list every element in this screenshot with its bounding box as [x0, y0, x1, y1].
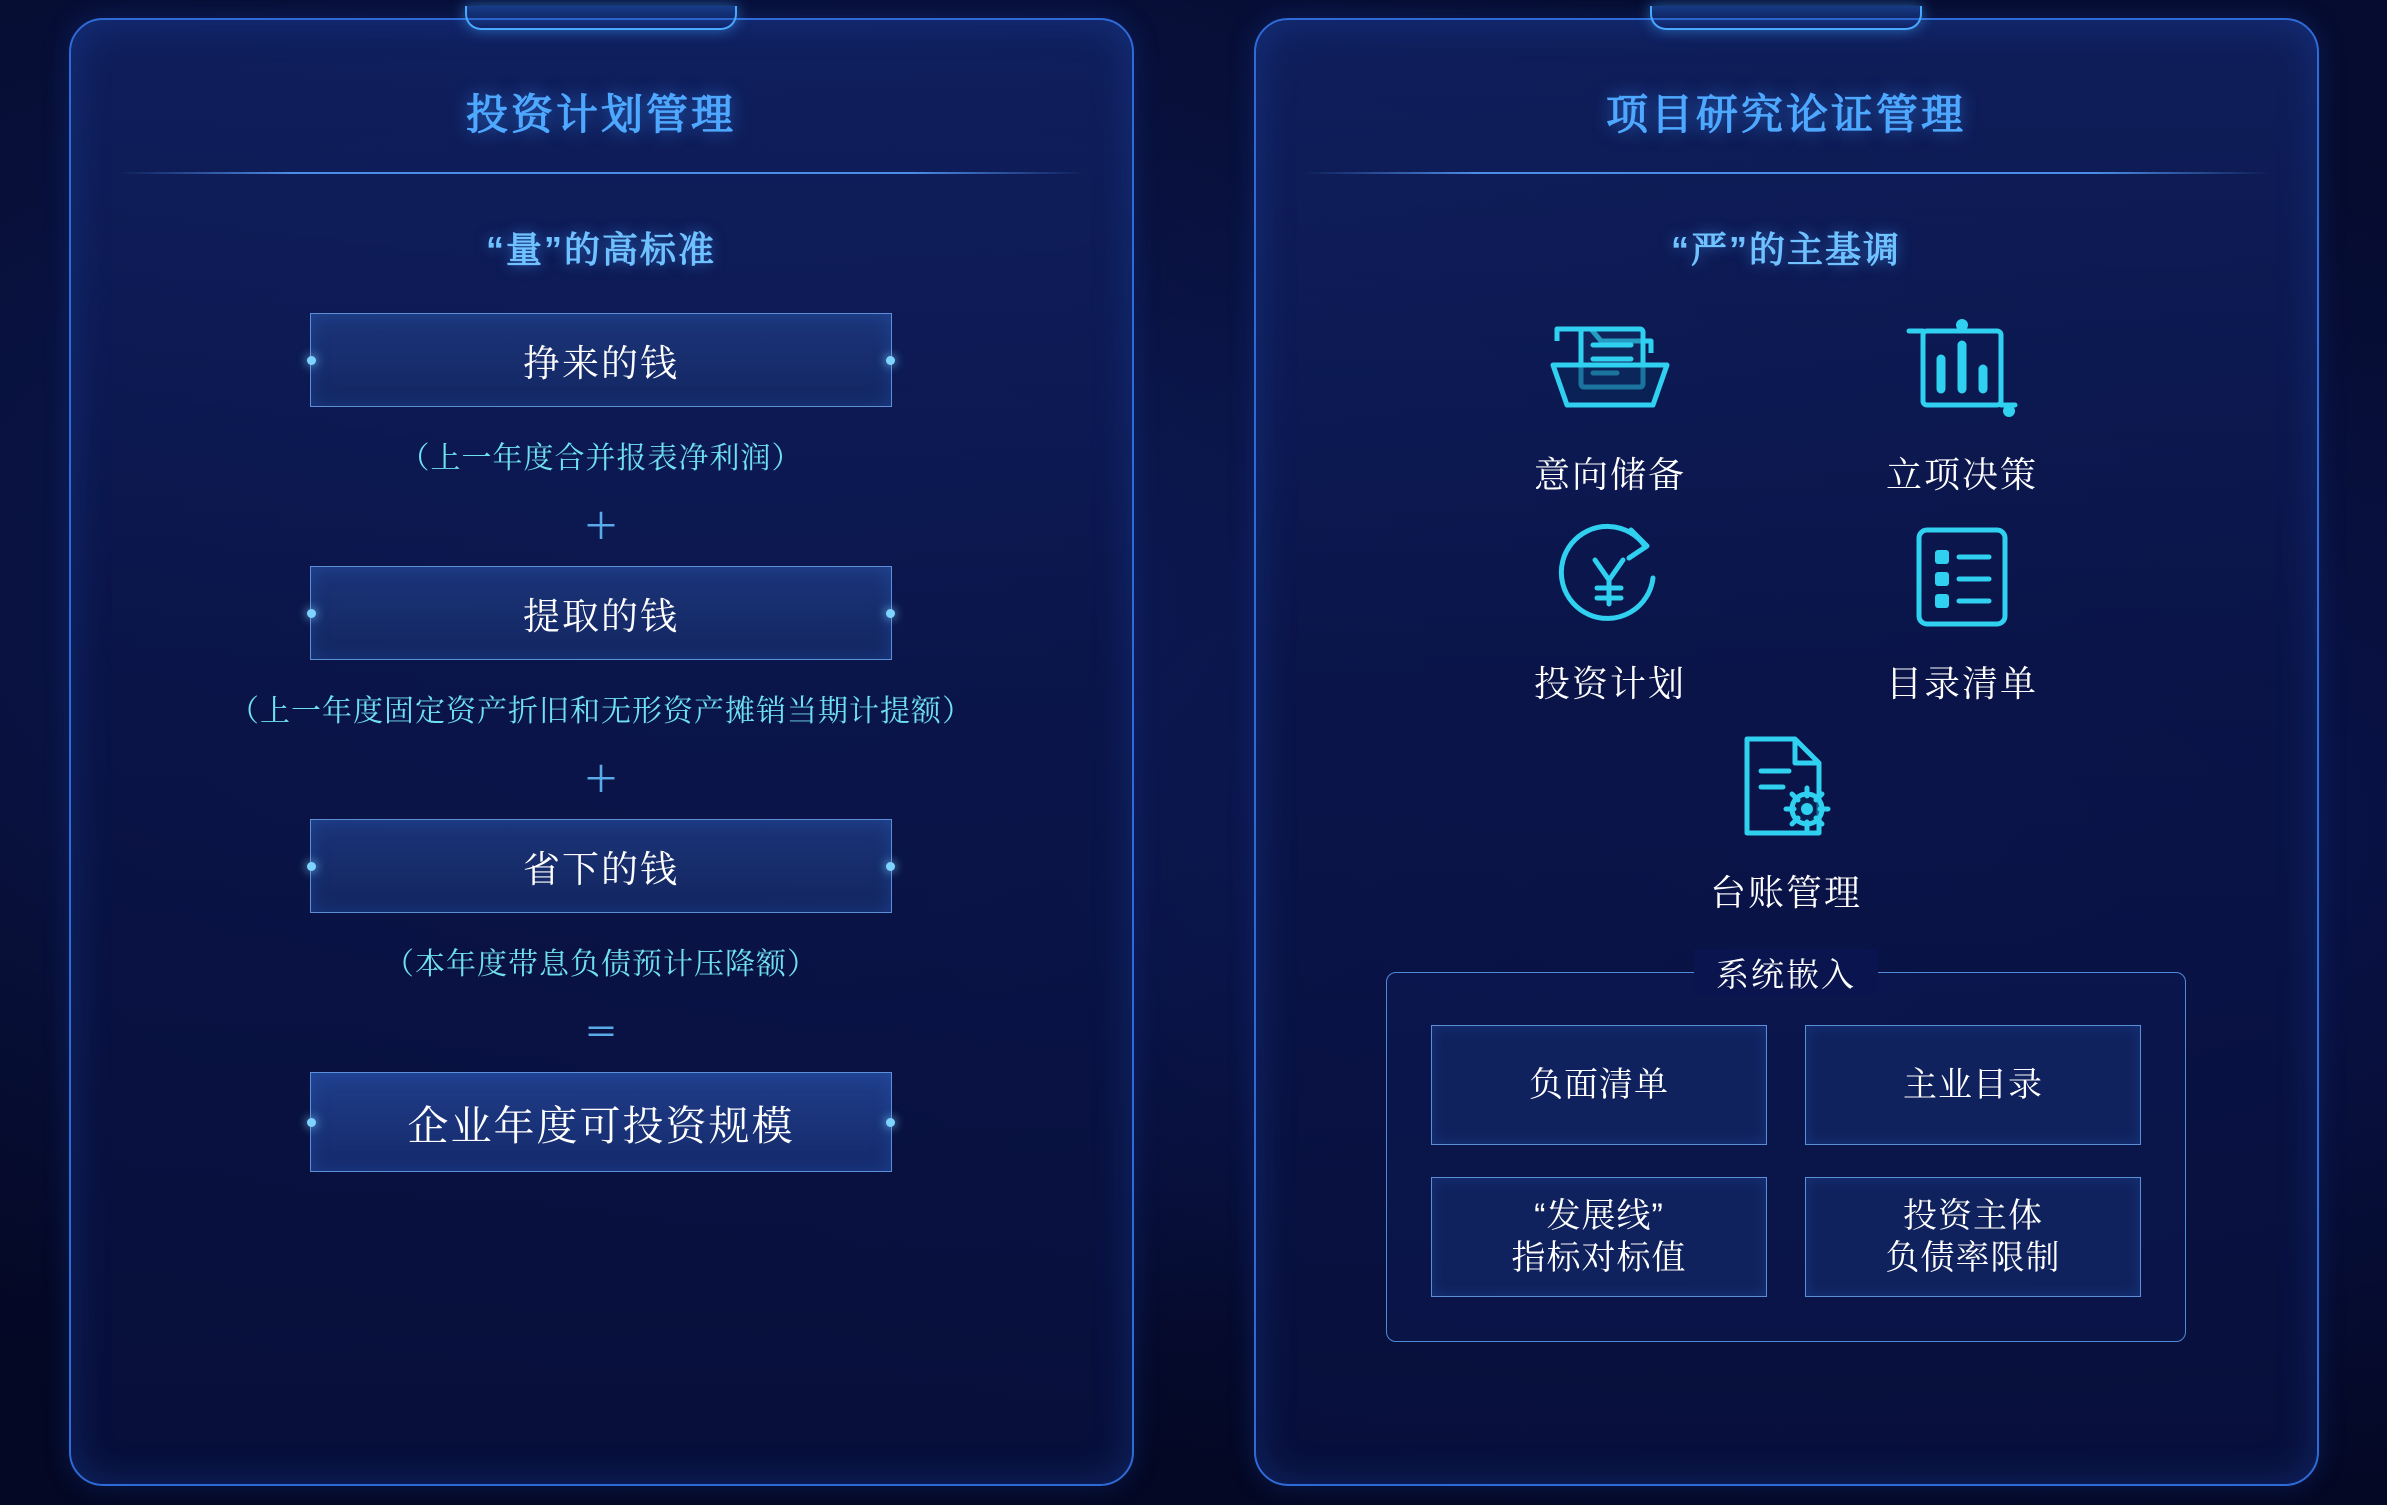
operator-equals: ＝ — [584, 1014, 618, 1052]
connector-dot-right — [886, 356, 895, 365]
folder-document-icon — [1545, 307, 1675, 427]
right-panel-title: 项目研究论证管理 — [1605, 91, 1966, 138]
operator-plus-2: ＋ — [584, 761, 618, 799]
embed-item-line2: 指标对标值 — [1511, 1239, 1687, 1277]
embed-item-line1: “发展线” — [1534, 1196, 1664, 1235]
connector-dot-right — [886, 609, 895, 618]
flow-box-depreciation — [310, 566, 892, 660]
connector-dot-left — [307, 609, 316, 618]
flow-note-earned: （上一年度合并报表净利润） — [399, 442, 803, 475]
process-item-label: 立项决策 — [1885, 454, 2038, 495]
embed-item-main-business-catalog[interactable] — [1805, 1025, 2141, 1145]
connector-dot-right — [886, 1118, 895, 1127]
flow-note-saved: （本年度带息负债预计压降额） — [384, 948, 818, 981]
flow-box-saved — [310, 819, 892, 913]
document-gear-icon — [1721, 725, 1851, 845]
flow-box-label: 提取的钱 — [523, 596, 679, 637]
process-item-ledger-management[interactable] — [1636, 725, 1936, 916]
investment-formula-flow — [117, 313, 1086, 1172]
process-item-intent-reserve[interactable] — [1460, 307, 1760, 498]
embed-item-entity-debt-limit[interactable] — [1805, 1177, 2141, 1297]
embed-item-development-benchmark[interactable] — [1431, 1177, 1767, 1297]
embed-item-line1: 投资主体 — [1903, 1196, 2043, 1235]
process-item-decision[interactable] — [1812, 307, 2112, 498]
connector-dot-right — [886, 862, 895, 871]
flow-box-label: 企业年度可投资规模 — [407, 1102, 795, 1149]
investment-plan-panel — [69, 18, 1134, 1486]
project-research-panel — [1254, 18, 2319, 1486]
right-title-divider — [1302, 172, 2271, 174]
embed-item-negative-list[interactable] — [1431, 1025, 1767, 1145]
flow-box-label: 省下的钱 — [523, 849, 679, 890]
process-item-label: 意向储备 — [1533, 454, 1686, 495]
system-embed-group — [1386, 956, 2186, 1342]
flow-box-result — [310, 1072, 892, 1172]
left-panel-subtitle: “量”的高标准 — [485, 229, 716, 270]
left-panel-title: 投资计划管理 — [465, 91, 736, 138]
embed-item-line2: 负债率限制 — [1885, 1239, 2061, 1277]
flow-box-label: 挣来的钱 — [523, 343, 679, 384]
embed-item-line1: 负面清单 — [1529, 1065, 1669, 1104]
process-item-label: 台账管理 — [1709, 872, 1862, 913]
right-panel-subtitle: “严”的主基调 — [1670, 229, 1901, 270]
connector-dot-left — [307, 1118, 316, 1127]
system-embed-grid — [1431, 1025, 2141, 1297]
process-item-label: 投资计划 — [1533, 663, 1686, 704]
yuan-refresh-icon — [1545, 516, 1675, 636]
process-item-catalog-list[interactable] — [1812, 516, 2112, 707]
bar-chart-icon — [1897, 307, 2027, 427]
checklist-icon — [1897, 516, 2027, 636]
flow-note-depreciation: （上一年度固定资产折旧和无形资产摊销当期计提额） — [229, 695, 973, 728]
left-title-divider — [117, 172, 1086, 174]
system-embed-legend: 系统嵌入 — [1694, 949, 1878, 996]
flow-box-earned — [310, 313, 892, 407]
process-item-investment-plan[interactable] — [1460, 516, 1760, 707]
connector-dot-left — [307, 356, 316, 365]
embed-item-line1: 主业目录 — [1903, 1065, 2043, 1104]
process-item-label: 目录清单 — [1885, 663, 2038, 704]
connector-dot-left — [307, 862, 316, 871]
operator-plus-1: ＋ — [584, 508, 618, 546]
process-icon-grid — [1302, 307, 2271, 916]
